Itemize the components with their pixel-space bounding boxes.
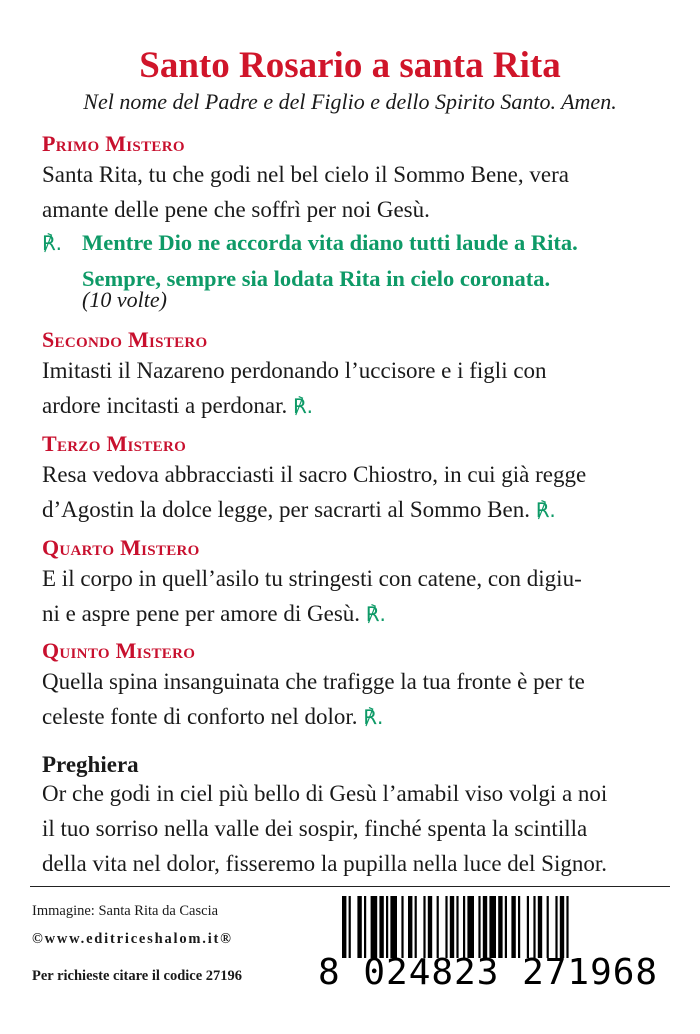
barcode-bar [357,896,361,958]
mystery-text-2 [42,353,664,424]
barcode-bar [342,896,346,958]
mystery-text-4-line1: E il corpo in quell’asilo tu stringesti con catene, con digiu- [42,566,582,591]
mystery-title-4: Quarto Mistero [42,535,200,560]
barcode-bar [467,896,474,958]
barcode-bar [538,896,542,958]
mystery-title-3: Terzo Mistero [42,431,187,456]
mystery-text-2-line1: Imitasti il Nazareno perdonando l’uccisore e i figli con [42,358,547,383]
barcode-bar [379,896,383,958]
barcode-bar [415,896,417,958]
mystery-text-1 [42,157,664,227]
barcode-bar [483,896,487,958]
mystery-text-3-line1: Resa vedova abbracciasti il sacro Chiostro, in cui già regge [42,462,587,487]
mystery-text-4 [42,561,664,632]
publisher-website: ©www.editriceshalom.it® [32,931,233,947]
barcode-bar [489,896,496,958]
page-title: Santo Rosario a santa Rita [139,45,561,86]
barcode-bar [463,896,465,958]
barcode-bar [364,896,366,958]
barcode-bar [390,896,397,958]
prayer-title: Preghiera [42,752,139,777]
barcode-bar [555,896,557,958]
mystery-title-5: Quinto Mistero [42,638,196,663]
barcode-bar [437,896,439,958]
barcode-bar [349,896,351,958]
response-symbol: ℟. [535,498,556,522]
barcode-bar [498,896,502,958]
mystery-text-3 [42,457,664,528]
prayer-line-2: il tuo sorriso nella valle dei sospir, finché spenta la scintilla [42,816,588,841]
product-code-note: Per richieste citare il codice 27196 [32,968,243,984]
barcode-bar [560,896,564,958]
refrain-line2: Sempre, sempre sia lodata Rita in cielo coronata. [82,266,551,291]
mystery-text-5-line1: Quella spina insanguinata che trafigge la tua fronte è per te [42,669,585,694]
response-symbol: ℟. [363,705,384,729]
barcode-bar [566,896,568,958]
refrain-line1: Mentre Dio ne accorda vita diano tutti laude a Rita. [82,230,578,255]
barcode-bar [371,896,378,958]
mystery-text-5-line2: celeste fonte di conforto nel dolor. [42,704,358,729]
mystery-text-1-line2: amante delle pene che soffrì per noi Gesù. [42,197,430,222]
prayer-line-1: Or che godi in ciel più bello di Gesù l’amabil viso volgi a noi [42,781,608,806]
barcode-bar [511,896,515,958]
barcode-bar [450,896,454,958]
barcode-number: 8 024823 271968 [318,952,659,993]
mystery-text-1-line1: Santa Rita, tu che godi nel bel cielo il Sommo Bene, vera [42,162,569,187]
mystery-title-1: Primo Mistero [42,131,185,156]
barcode-bar [423,896,425,958]
response-symbol: ℟. [292,394,314,418]
response-symbol: ℟. [42,231,63,255]
barcode-bar [428,896,432,958]
barcode-bar [445,896,447,958]
barcode-bar [401,896,403,958]
mystery-text-3-line2: d’Agostin la dolce legge, per sacrarti al Sommo Ben. [42,497,530,522]
barcode [342,896,672,958]
footer-divider [30,886,670,887]
barcode-bar [456,896,458,958]
prayer-line-3: della vita nel dolor, fisseremo la pupilla nella luce del Signor. [42,851,607,876]
barcode-bar [533,896,535,958]
page-subtitle: Nel nome del Padre e del Figlio e dello Spirito Santo. Amen. [83,89,617,114]
barcode-bar [386,896,388,958]
prayer-text [42,776,664,881]
barcode-bar [408,896,412,958]
barcode-bar [547,896,549,958]
image-credit: Immagine: Santa Rita da Cascia [32,903,219,919]
mystery-text-5 [42,664,664,735]
refrain-repeat: (10 volte) [82,287,167,312]
barcode-bar [518,896,520,958]
barcode-bar [505,896,507,958]
response-symbol: ℟. [365,602,386,626]
barcode-bar [478,896,480,958]
mystery-title-2: Secondo Mistero [42,327,208,352]
mystery-text-2-line2: ardore incitasti a perdonar. [42,393,288,418]
mystery-text-4-line2: ni e aspre pene per amore di Gesù. [42,601,361,626]
barcode-bar [527,896,529,958]
